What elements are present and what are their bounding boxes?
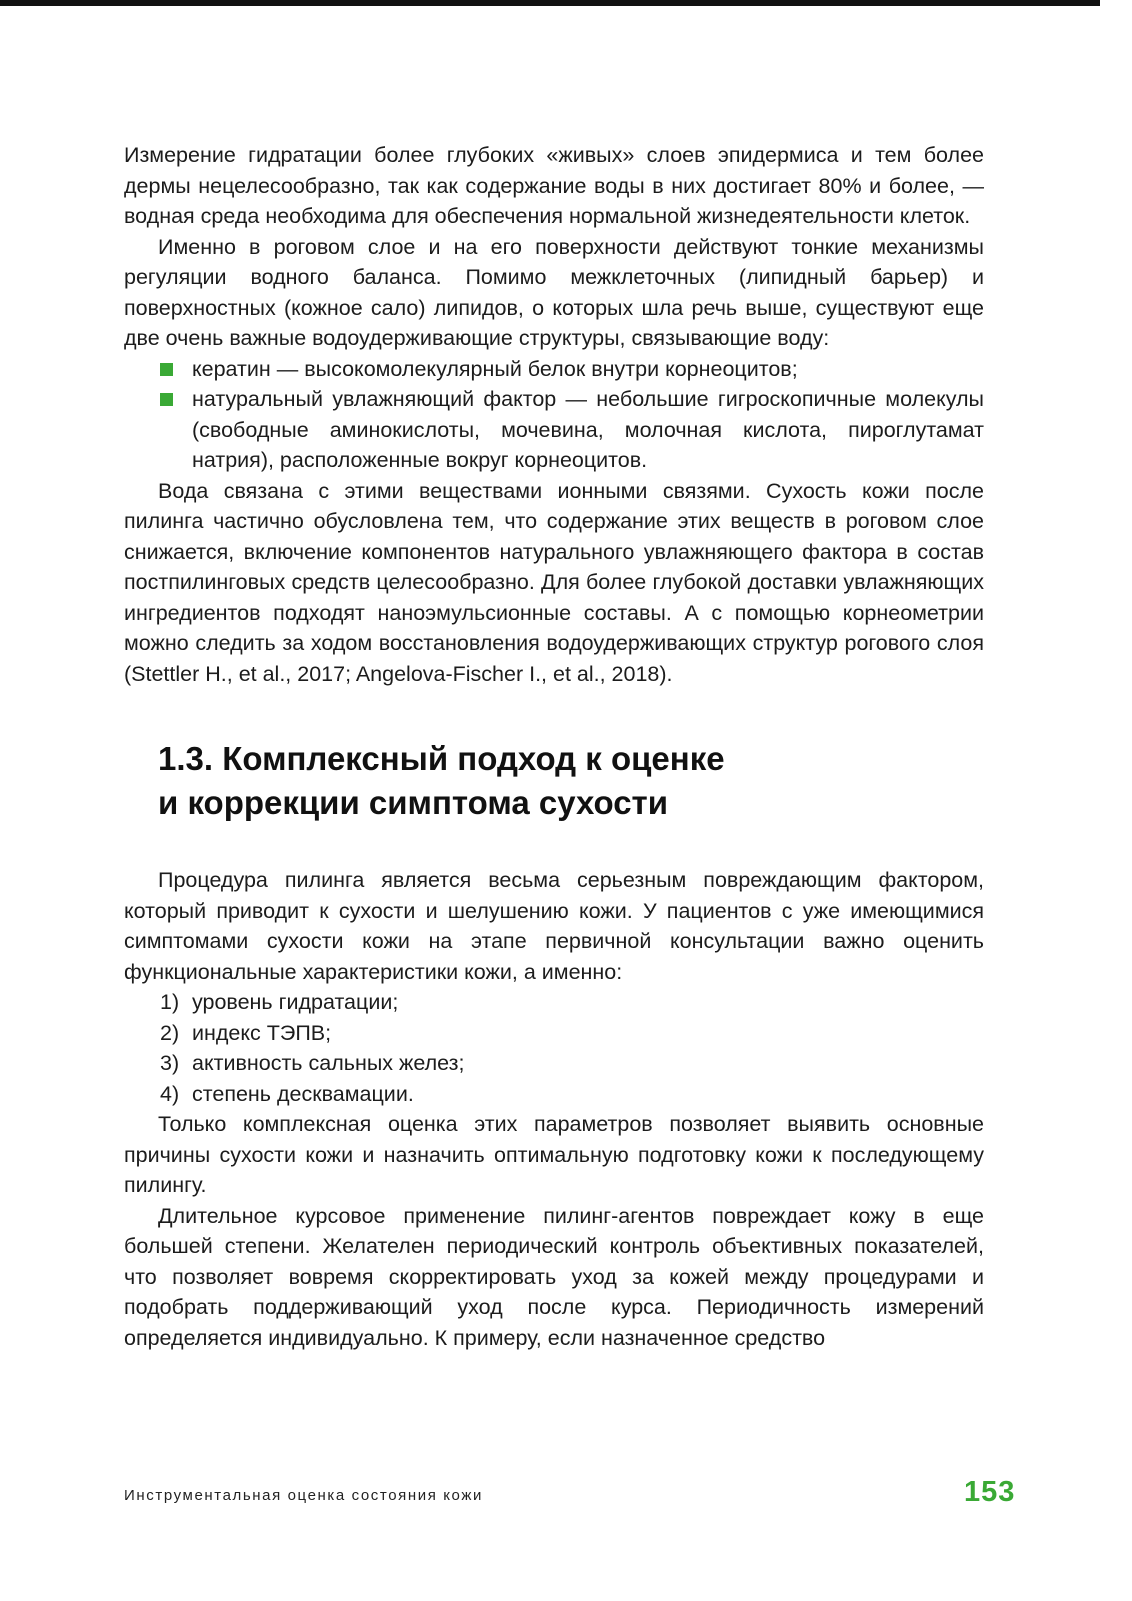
item-number: 1) [160,990,180,1014]
paragraph-6: Длительное курсовое применение пилинг-агентов повреждает кожу в еще большей степени. Желателен периодический контроль объективных показателей, что позволяет вовремя скорректировать уход за кожей между процедурами и подобрать поддерживающий уход после курса. Периодичность измерений определяется индивидуально. К примеру, если назначенное средство [124,1203,984,1350]
numbered-item [124,987,984,1018]
item-number: 3) [160,1051,180,1075]
section-heading-line-2: и коррекции симптома сухости [158,784,669,821]
bullet-item [124,354,984,385]
numbered-list [124,987,984,1109]
bullet-list [124,354,984,476]
bullet-text: кератин — высокомолекулярный белок внутри корнеоцитов; [192,356,798,381]
paragraph-3: Вода связана с этими веществами ионными связями. Сухость кожи после пилинга частично обусловлена тем, что содержание этих веществ в роговом слое снижается, включение компонентов натурального увлажняющего фактора в состав постпилинговых средств целесообразно. Для более глубокой доставки увлажняющих ингредиентов подходят наноэмульсионные составы. А с помощью корнеометрии можно следить за ходом восстановления водоудерживающих структур рогового слоя (Stettler H., et al., 2017; Angelova-Fischer I., et al., 2018). [124,478,984,686]
top-rule [0,0,1100,6]
green-square-bullet-icon [160,393,173,406]
numbered-item [124,1018,984,1049]
paragraph-1: Измерение гидратации более глубоких «живых» слоев эпидермиса и тем более дермы нецелесообразно, так как содержание воды в них достигает 80% и более, — водная среда необходима для обеспечения нормальной жизнедеятельности клеток. [124,143,984,228]
page-number: 153 [964,1476,1016,1508]
item-text: индекс ТЭПВ; [192,1020,332,1045]
bullet-item [124,384,984,476]
page-content [124,140,984,1353]
section-heading-line-1: 1.3. Комплексный подход к оценке [158,740,725,777]
section-heading [158,737,984,825]
item-text: степень десквамации. [192,1081,414,1106]
green-square-bullet-icon [160,363,173,376]
paragraph-5: Только комплексная оценка этих параметров позволяет выявить основные причины сухости кожи и назначить оптимальную подготовку кожи к последующему пилингу. [124,1112,984,1197]
item-text: уровень гидратации; [192,990,399,1014]
numbered-item [124,1048,984,1079]
bullet-text: натуральный увлажняющий фактор — небольшие гигроскопичные молекулы (свободные аминокислоты, мочевина, молочная кислота, пироглутамат натрия), расположенные вокруг корнеоцитов. [192,387,984,472]
paragraph-4: Процедура пилинга является весьма серьезным повреждающим фактором, который приводит к сухости и шелушению кожи. У пациентов с уже имеющимися симптомами сухости кожи на этапе первичной консультации важно оценить функциональные характеристики кожи, а именно: [124,868,984,984]
item-text: активность сальных желез; [192,1051,465,1075]
footer-running-title: Инструментальная оценка состояния кожи [124,1487,483,1504]
paragraph-2: Именно в роговом слое и на его поверхности действуют тонкие механизмы регуляции водного баланса. Помимо межклеточных (липидный барьер) и поверхностных (кожное сало) липидов, о которых шла речь выше, существуют еще две очень важные водоудерживающие структуры, связывающие воду: [124,234,984,350]
item-number: 4) [160,1081,180,1106]
numbered-item [124,1079,984,1110]
item-number: 2) [160,1020,180,1045]
